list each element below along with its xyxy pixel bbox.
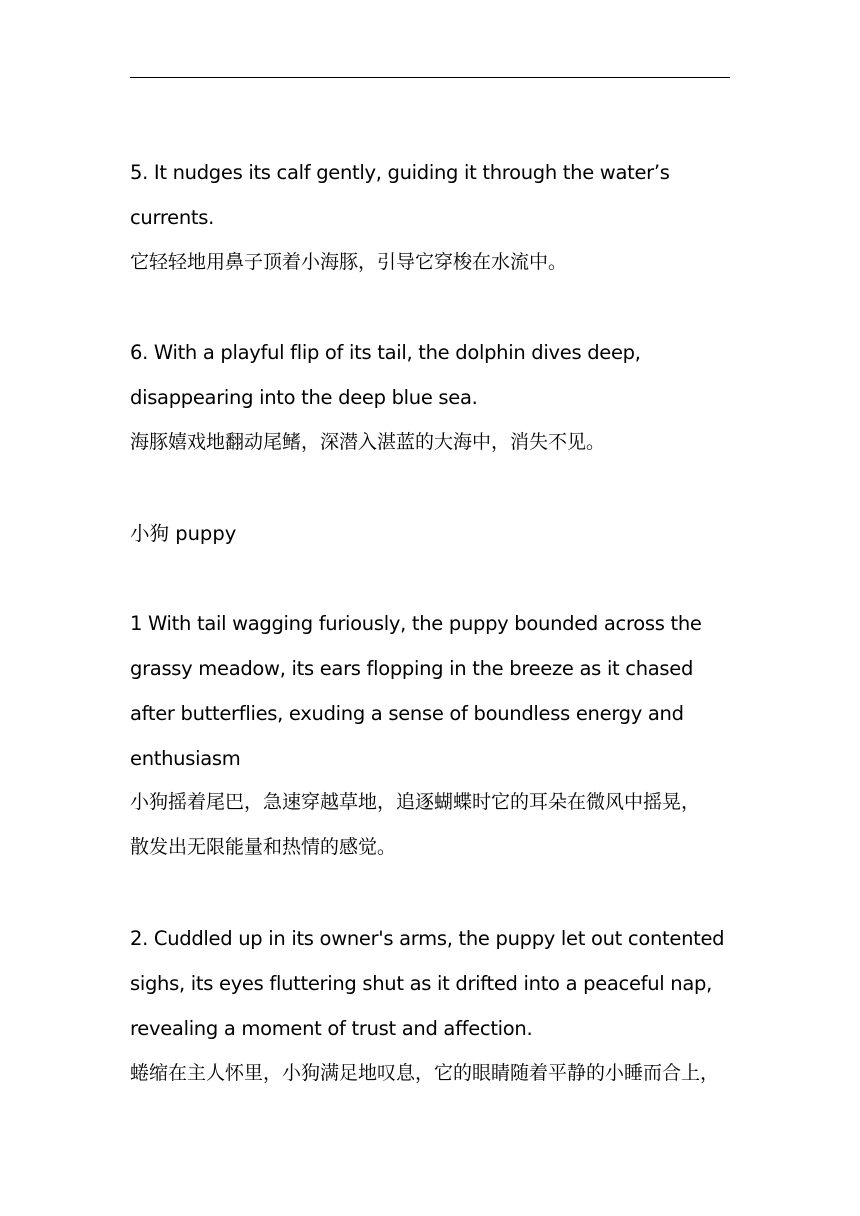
dolphin-sentence-5-zh: 它轻轻地用鼻子顶着小海豚，引导它穿梭在水流中。: [130, 251, 568, 273]
puppy-sentence-1-en-line-3: after butterflies, exuding a sense of boundless energy and: [130, 702, 684, 725]
dolphin-sentence-6-en-line-1: 6. With a playful flip of its tail, the dolphin dives deep,: [130, 341, 641, 364]
dolphin-sentence-6-en-line-2: disappearing into the deep blue sea.: [130, 386, 478, 409]
puppy-sentence-2-en-line-3: revealing a moment of trust and affection.: [130, 1017, 533, 1040]
puppy-sentence-1-zh-line-1: 小狗摇着尾巴，急速穿越草地，追逐蝴蝶时它的耳朵在微风中摇晃，: [130, 791, 701, 813]
puppy-sentence-1-en-line-2: grassy meadow, its ears flopping in the breeze as it chased: [130, 657, 694, 680]
dolphin-sentence-5-en-line-2: currents.: [130, 206, 215, 229]
puppy-sentence-2-en-line-2: sighs, its eyes fluttering shut as it drifted into a peaceful nap,: [130, 972, 712, 995]
dolphin-sentence-5-en-line-1: 5. It nudges its calf gently, guiding it through the water’s: [130, 161, 670, 184]
puppy-sentence-1-en-line-1: 1 With tail wagging furiously, the puppy bounded across the: [130, 612, 702, 635]
dolphin-sentence-6-zh: 海豚嬉戏地翻动尾鳍，深潜入湛蓝的大海中，消失不见。: [130, 431, 606, 453]
puppy-sentence-2-zh-line-1: 蜷缩在主人怀里，小狗满足地叹息，它的眼睛随着平静的小睡而合上，: [130, 1062, 720, 1084]
puppy-sentence-1-zh-line-2: 散发出无限能量和热情的感觉。: [130, 836, 397, 858]
puppy-sentence-2-en-line-1: 2. Cuddled up in its owner's arms, the puppy let out contented: [130, 927, 725, 950]
section-heading-puppy: 小狗 puppy: [130, 522, 237, 545]
puppy-sentence-1-en-line-4: enthusiasm: [130, 747, 241, 770]
header-rule: [130, 77, 730, 78]
